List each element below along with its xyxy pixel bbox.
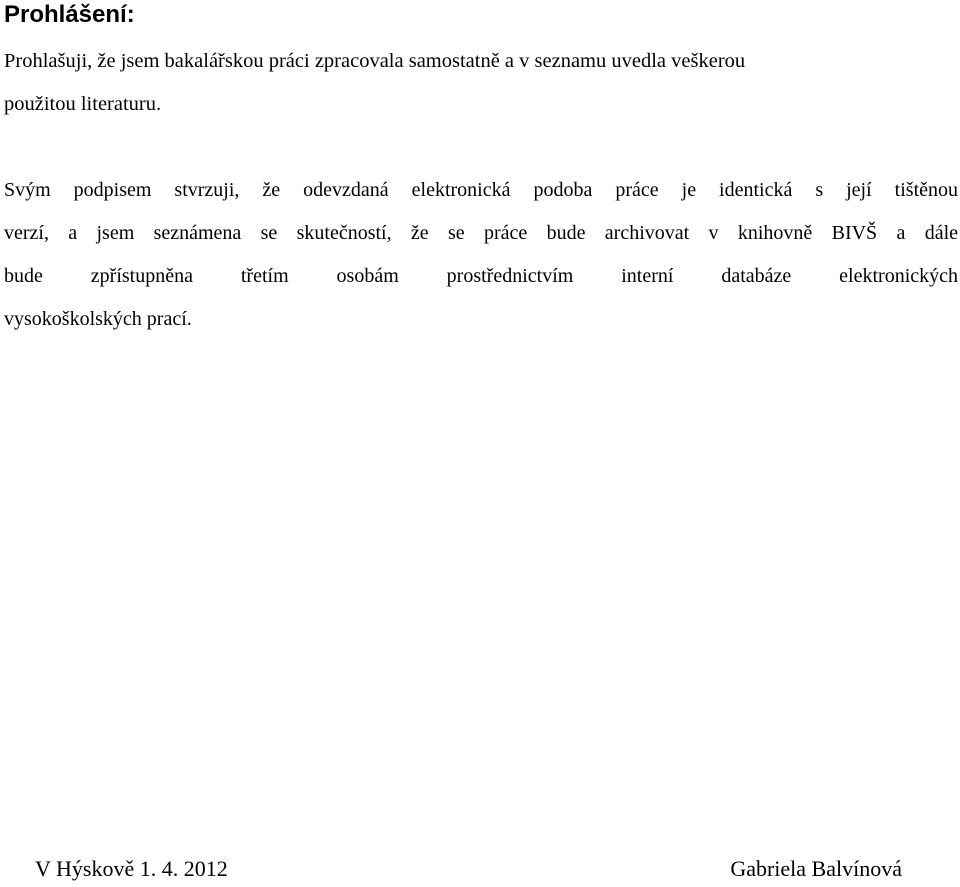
place-and-date: V Hýskově 1. 4. 2012: [35, 856, 228, 881]
author-name: Gabriela Balvínová: [730, 856, 902, 881]
declaration-line: použitou literaturu.: [4, 93, 162, 115]
consent-line: Svým podpisem stvrzuji, že odevzdaná elektronická podoba práce je identická s její tištěnou: [4, 179, 958, 201]
consent-paragraph: [4, 169, 958, 341]
consent-line: vysokoškolských prací.: [4, 308, 192, 330]
declaration-paragraph: [4, 40, 958, 126]
page-title: Prohlášení:: [4, 1, 135, 28]
consent-line: bude zpřístupněna třetím osobám prostřednictvím interní databáze elektronických: [4, 265, 958, 287]
consent-line: verzí, a jsem seznámena se skutečností, že se práce bude archivovat v knihovně BIVŠ a dále: [4, 222, 958, 244]
declaration-line: Prohlašuji, že jsem bakalářskou práci zpracovala samostatně a v seznamu uvedla veškerou: [4, 50, 746, 72]
